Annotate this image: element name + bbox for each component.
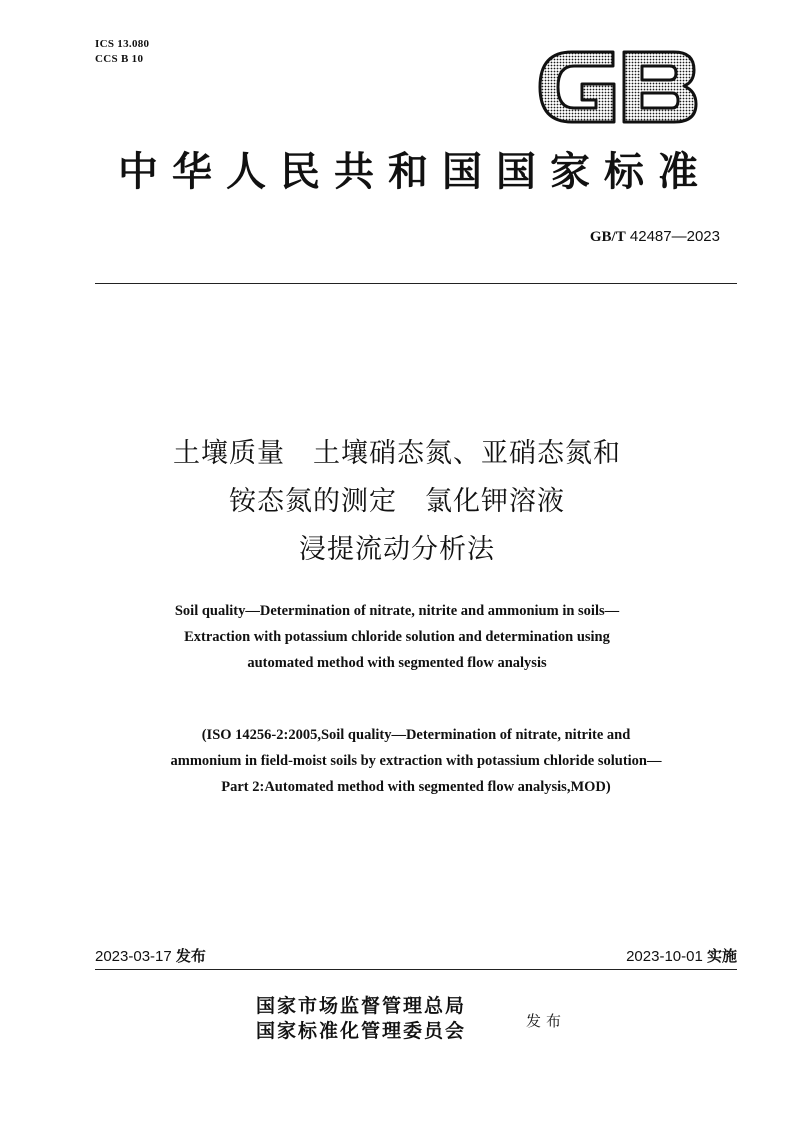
chinese-title [95,430,699,574]
chinese-title-line-2: 铵态氮的测定 氯化钾溶液 [229,486,565,517]
issue-date-label: 发布 [175,947,206,965]
header-divider [95,283,737,284]
english-title-line-1: Soil quality—Determination of nitrate, nitrite and ammonium in soils— [174,603,620,619]
national-standard-title: 中华人民共和国国家标准 [118,148,712,195]
gb-logo-graphic [538,46,698,128]
chinese-title-line-1: 土壤质量 土壤硝态氮、亚硝态氮和 [173,438,621,469]
issue-date [95,946,206,967]
gb-logo [538,46,698,128]
publisher-line-1: 国家市场监督管理总局 [256,995,467,1017]
publish-label: 发布 [526,1012,567,1030]
standard-number-prefix: GB/T [589,229,626,245]
ccs-code: CCS B 10 [95,53,144,65]
english-title-line-2: Extraction with potassium chloride solution and determination using [184,629,610,645]
iso-reference-line-2: ammonium in field-moist soils by extraction with potassium chloride solution— [170,753,662,769]
publishers [256,994,466,1044]
standard-number-value: 42487—2023 [629,228,720,245]
iso-reference [95,722,737,800]
footer-divider [95,969,737,970]
ics-code: ICS 13.080 [95,38,150,50]
classification-codes [95,37,149,67]
english-title [95,598,699,676]
implementation-date-value: 2023-10-01 [626,948,703,965]
standard-number [530,227,720,247]
iso-reference-line-1: (ISO 14256-2:2005,Soil quality—Determination of nitrate, nitrite and [201,727,631,743]
chinese-title-line-3: 浸提流动分析法 [299,534,495,565]
implementation-date-label: 实施 [706,947,737,965]
issue-date-value: 2023-03-17 [95,948,172,965]
publisher-line-2: 国家标准化管理委员会 [256,1020,467,1042]
iso-reference-line-3: Part 2:Automated method with segmented flow analysis,MOD) [221,779,611,795]
english-title-line-3: automated method with segmented flow analysis [247,655,547,671]
implementation-date [560,946,737,967]
